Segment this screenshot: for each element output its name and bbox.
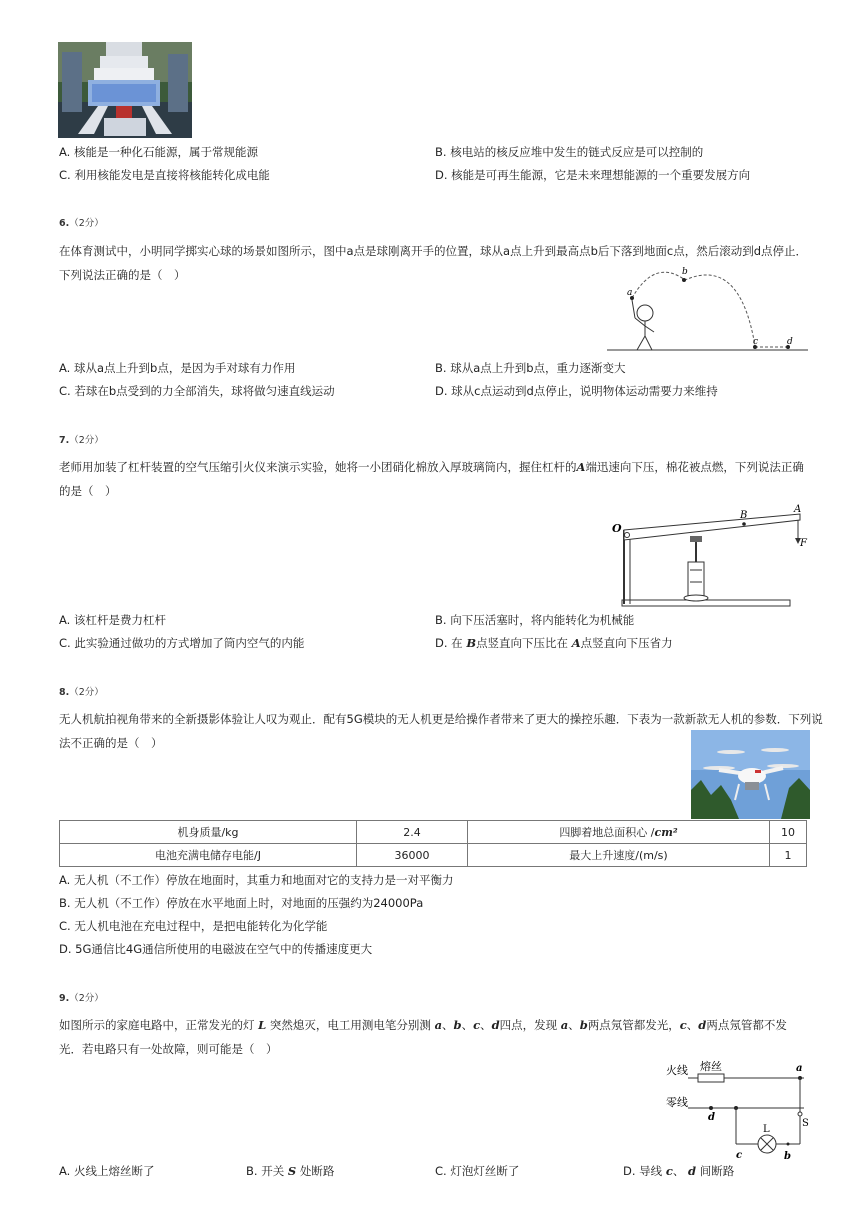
table-row [60,821,807,844]
lever-o-label: O [612,522,622,535]
q6-option-b[interactable]: B. 球从a点上升到b点，重力逐渐变大 [435,361,626,375]
spec-label: 机身质量/kg [60,821,357,844]
spec-label: 电池充满电储存电能/J [60,844,357,867]
point-c-label: c [736,1150,743,1161]
q5-option-d[interactable]: D. 核能是可再生能源，它是未来理想能源的一个重要发展方向 [435,168,751,182]
q8-option-a[interactable]: A. 无人机（不工作）停放在地面时，其重力和地面对它的支持力是一对平衡力 [59,873,454,887]
q7-header [59,432,104,446]
q8-option-b[interactable]: B. 无人机（不工作）停放在水平地面上时，对地面的压强约为24000Pa [59,896,424,910]
point-d-label: d [787,337,793,347]
lever-a-label: A [794,504,802,515]
q6-header [59,215,104,229]
q7-option-d[interactable]: D. 在 B点竖直向下压比在 A点竖直向下压省力 [435,636,673,650]
shot-put-figure [605,264,810,356]
nuclear-plant-photo [58,42,192,138]
force-f-label: F [800,538,807,549]
drone-photo [691,730,810,819]
q9-score: （2分） [69,993,104,1004]
spec-label: 最大上升速度/(m/s) [468,844,770,867]
q9-option-c[interactable]: C. 灯泡灯丝断了 [435,1164,520,1178]
q6-number: 6. [59,218,70,229]
q6-score: （2分） [69,218,104,229]
live-wire-label: 火线 [666,1064,688,1077]
q5-option-b[interactable]: B. 核电站的核反应堆中发生的链式反应是可以控制的 [435,145,704,159]
q7-option-a[interactable]: A. 该杠杆是费力杠杆 [59,613,166,627]
q6-stem-line2: 下列说法正确的是（ ） [59,268,186,282]
spec-value: 10 [770,821,807,844]
q9-header [59,990,104,1004]
lamp-l-label: L [763,1124,770,1135]
table-row [60,844,807,867]
q7-number: 7. [59,435,70,446]
q8-stem-line1: 无人机航拍视角带来的全新摄影体验让人叹为观止．配有5G模块的无人机更是给操作者带来了更大的操控乐趣．下表为一款新款无人机的参数．下列说 [59,712,823,726]
lever-b-label: B [740,510,748,521]
point-a-label: a [796,1063,803,1074]
point-c-label: c [753,337,759,347]
q9-option-b[interactable]: B. 开关 S 处断路 [246,1164,335,1178]
q8-option-d[interactable]: D. 5G通信比4G通信所使用的电磁波在空气中的传播速度更大 [59,942,373,956]
q7-stem-line2: 的是（ ） [59,484,117,498]
fuse-label: 熔丝 [700,1060,722,1073]
point-d-label: d [708,1112,715,1123]
q8-option-c[interactable]: C. 无人机电池在充电过程中，是把电能转化为化学能 [59,919,328,933]
q7-score: （2分） [69,435,104,446]
point-b-label: b [682,267,688,277]
spec-value: 36000 [357,844,468,867]
switch-s-label: S [802,1118,809,1129]
q8-header [59,684,104,698]
q9-number: 9. [59,993,70,1004]
lever-apparatus-figure [610,500,810,610]
point-a-label: a [627,288,633,298]
q6-option-c[interactable]: C. 若球在b点受到的力全部消失，球将做匀速直线运动 [59,384,335,398]
q6-stem-line1: 在体育测试中，小明同学掷实心球的场景如图所示，图中a点是球刚离开手的位置，球从a点上升到最高点b后下落到地面c点，然后滚动到d点停止． [59,244,808,258]
q9-stem-line2: 光．若电路只有一处故障，则可能是（ ） [59,1042,278,1056]
neutral-wire-label: 零线 [666,1096,688,1109]
q8-score: （2分） [69,687,104,698]
q6-option-a[interactable]: A. 球从a点上升到b点，是因为手对球有力作用 [59,361,296,375]
q9-option-a[interactable]: A. 火线上熔丝断了 [59,1164,155,1178]
spec-label: 四脚着地总面积心 /cm² [468,821,770,844]
q6-option-d[interactable]: D. 球从c点运动到d点停止，说明物体运动需要力来维持 [435,384,718,398]
q7-stem-line1: 老师用加装了杠杆装置的空气压缩引火仪来演示实验，她将一小团硝化棉放入厚玻璃筒内，握住杠杆的A端迅速向下压，棉花被点燃，下列说法正确 [59,460,804,474]
point-b-label: b [784,1151,791,1162]
q7-option-b[interactable]: B. 向下压活塞时，将内能转化为机械能 [435,613,635,627]
q9-option-d[interactable]: D. 导线 c、 d 间断路 [623,1164,735,1178]
q8-number: 8. [59,687,70,698]
spec-value: 2.4 [357,821,468,844]
drone-spec-table [59,820,807,867]
q5-option-c[interactable]: C. 利用核能发电是直接将核能转化成电能 [59,168,270,182]
q8-stem-line2: 法不正确的是（ ） [59,736,163,750]
household-circuit-figure [662,1054,812,1164]
q7-option-c[interactable]: C. 此实验通过做功的方式增加了筒内空气的内能 [59,636,305,650]
q9-stem-line1: 如图所示的家庭电路中，正常发光的灯 L 突然熄灭，电工用测电笔分别测 a、b、c、d四点，发现 a、b两点氖管都发光，c、d两点氖管都不发 [59,1018,787,1032]
q5-option-a[interactable]: A. 核能是一种化石能源，属于常规能源 [59,145,258,159]
spec-value: 1 [770,844,807,867]
